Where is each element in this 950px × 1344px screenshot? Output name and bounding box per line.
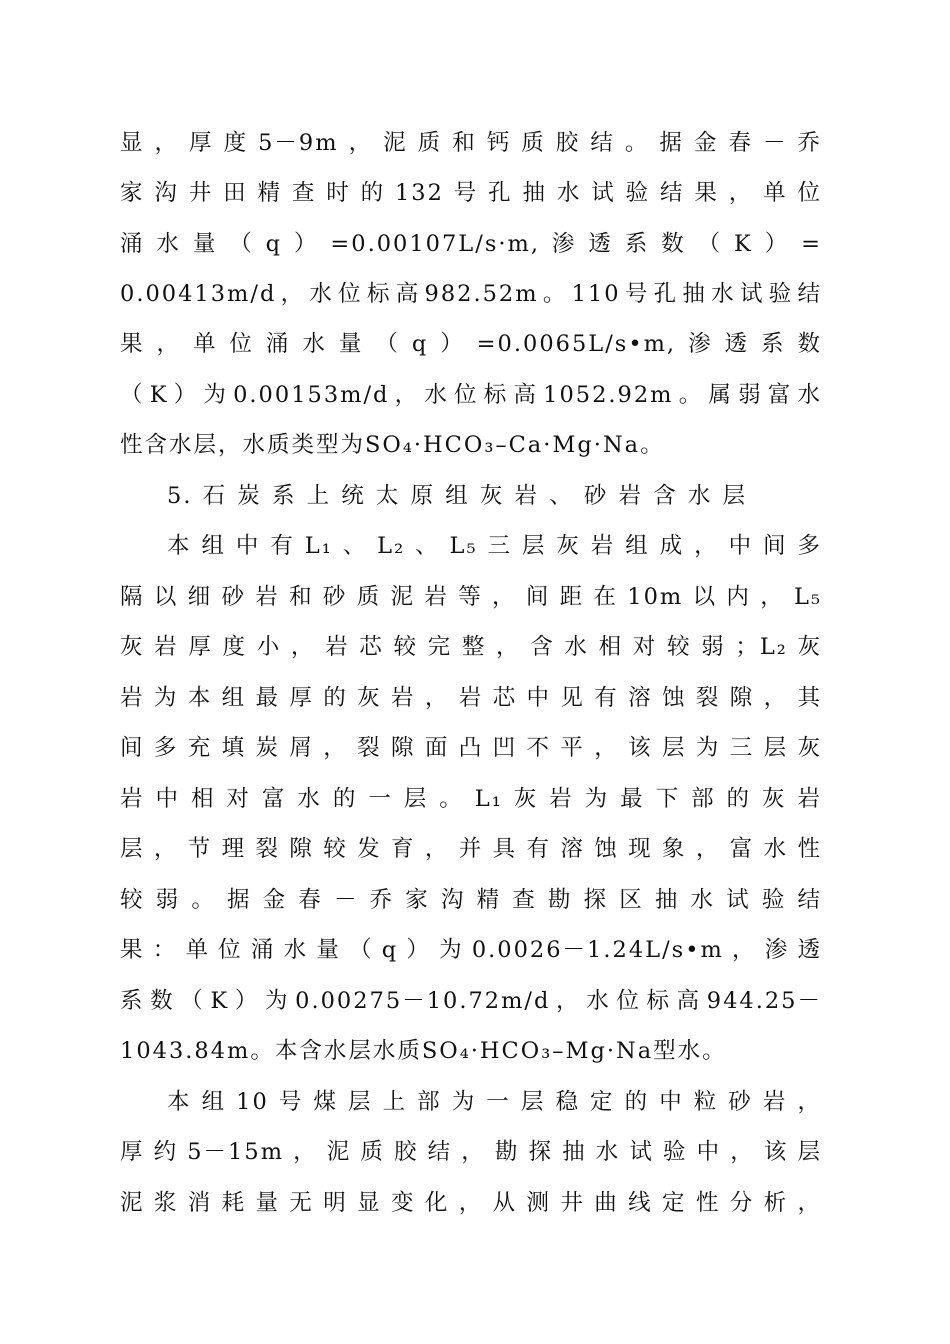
text-line-16: 较弱。据金春－乔家沟精查勘探区抽水试验结	[120, 887, 822, 913]
text-line-1: 显，厚度5－9m，泥质和钙质胶结。据金春－乔	[120, 130, 822, 156]
text-line-11: 灰岩厚度小，岩芯较完整，含水相对较弱；L₂灰	[120, 634, 822, 660]
text-line-9: 本组中有L₁、L₂、L₅三层灰岩组成，中间多	[167, 533, 822, 559]
text-line-19: 1043.84m。本含水层水质SO₄·HCO₃–Mg·Na型水。	[120, 1038, 727, 1064]
text-line-2: 家沟井田精查时的132号孔抽水试验结果，单位	[120, 180, 822, 206]
text-line-6: （K）为0.00153m/d，水位标高1052.92m。属弱富水	[120, 382, 822, 408]
text-line-22: 泥浆消耗量无明显变化，从测井曲线定性分析，	[120, 1190, 822, 1216]
text-line-12: 岩为本组最厚的灰岩，岩芯中见有溶蚀裂隙，其	[120, 685, 822, 711]
text-line-13: 间多充填炭屑，裂隙面凸凹不平，该层为三层灰	[120, 735, 822, 761]
text-line-10: 隔以细砂岩和砂质泥岩等，间距在10m以内，L₅	[120, 584, 822, 610]
text-line-3: 涌水量（q）=0.00107L/s·m,渗透系数（K）=	[120, 231, 822, 257]
section-heading: 5.石炭系上统太原组灰岩、砂岩含水层	[167, 483, 747, 509]
text-line-17: 果：单位涌水量（q）为0.0026－1.24L/s•m，渗透	[120, 937, 822, 963]
text-line-15: 层，节理裂隙较发育，并具有溶蚀现象，富水性	[120, 836, 822, 862]
text-line-20: 本组10号煤层上部为一层稳定的中粒砂岩，	[167, 1089, 822, 1115]
text-line-4: 0.00413m/d，水位标高982.52m。110号孔抽水试验结	[120, 281, 822, 307]
text-line-5: 果，单位涌水量（q）=0.0065L/s•m,渗透系数	[120, 331, 822, 357]
text-line-14: 岩中相对富水的一层。L₁灰岩为最下部的灰岩	[120, 786, 822, 812]
text-line-21: 厚约5－15m，泥质胶结，勘探抽水试验中，该层	[120, 1139, 822, 1165]
text-line-18: 系数（K）为0.00275－10.72m/d，水位标高944.25－	[120, 988, 822, 1014]
text-line-7: 性含水层，水质类型为SO₄·HCO₃–Ca·Mg·Na。	[120, 432, 665, 458]
